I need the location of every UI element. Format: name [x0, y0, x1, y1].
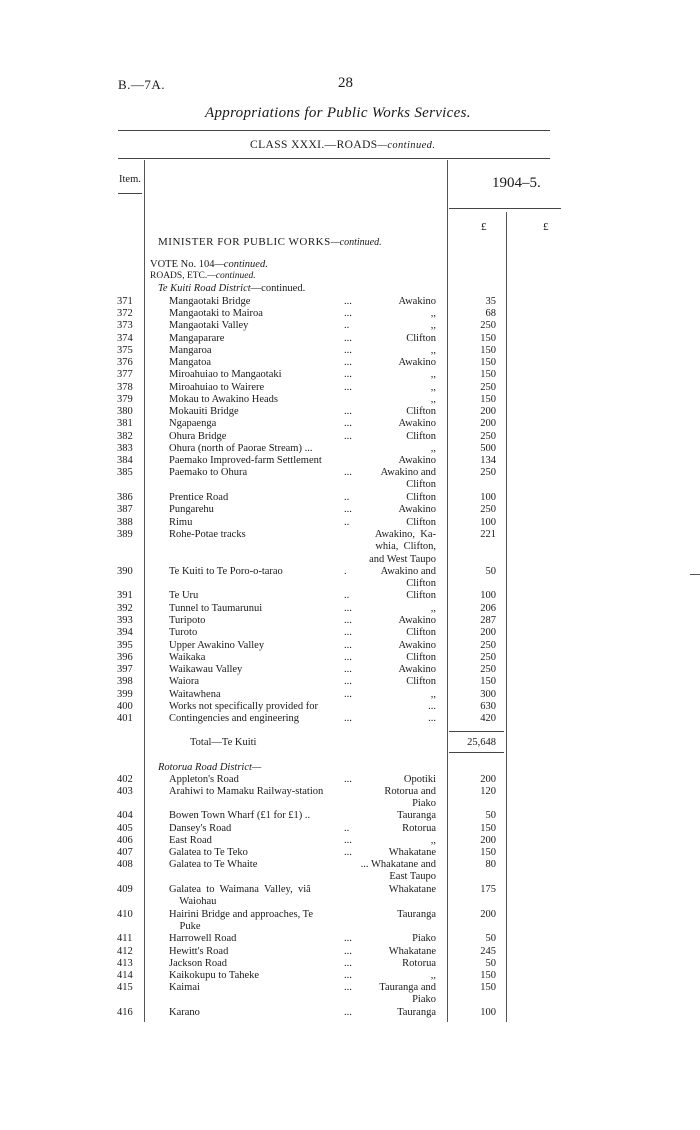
class-main: CLASS XXXI.—ROADS [250, 139, 378, 151]
leader-dots: .. [344, 492, 350, 503]
county-location: ,, [430, 382, 436, 393]
county-location: ,, [430, 308, 436, 319]
item-number: 413 [117, 958, 133, 969]
county-location: Awakino, Ka- whia, Clifton, and West Taupo [369, 529, 436, 565]
class-heading [250, 139, 435, 151]
county-location: Clifton [406, 492, 436, 503]
road-name: Mangaroa [169, 345, 212, 356]
leader-dots: ... [344, 933, 352, 944]
item-number: 382 [117, 431, 133, 442]
county-location: ,, [430, 345, 436, 356]
total-rule-top [449, 731, 504, 732]
amount: 120 [480, 786, 496, 797]
county-location: Whakatane [388, 847, 436, 858]
amount: 50 [485, 958, 496, 969]
item-number: 406 [117, 835, 133, 846]
county-location: Clifton [406, 652, 436, 663]
item-number: 411 [117, 933, 133, 944]
item-header-rule [118, 193, 142, 194]
road-name: Bowen Town Wharf (£1 for £1) .. [169, 810, 311, 821]
county-location: Clifton [406, 406, 436, 417]
item-number: 378 [117, 382, 133, 393]
item-number: 408 [117, 859, 133, 870]
road-name: Hairini Bridge and approaches, Te Puke [169, 909, 313, 933]
county-location: Clifton [406, 517, 436, 528]
amount: 150 [480, 345, 496, 356]
item-number: 391 [117, 590, 133, 601]
county-location: Awakino and Clifton [380, 566, 436, 590]
item-number: 403 [117, 786, 133, 797]
amount: 150 [480, 369, 496, 380]
item-number: 407 [117, 847, 133, 858]
item-number: 402 [117, 774, 133, 785]
road-name: Paemako Improved-farm Settlement [169, 455, 322, 466]
item-number: 373 [117, 320, 133, 331]
road-name: Rimu [169, 517, 193, 528]
county-location: Clifton [406, 676, 436, 687]
leader-dots: ... [344, 970, 352, 981]
item-number: 398 [117, 676, 133, 687]
item-number: 405 [117, 823, 133, 834]
vote-continued: —continued. [214, 259, 268, 270]
item-number: 395 [117, 640, 133, 651]
item-number: 397 [117, 664, 133, 675]
amount: 35 [485, 296, 496, 307]
county-location: Rotorua [402, 958, 436, 969]
amount: 50 [485, 810, 496, 821]
total-amount: 25,648 [467, 737, 496, 748]
item-number: 388 [117, 517, 133, 528]
road-name: Mangaotaki Valley [169, 320, 249, 331]
county-location: Awakino [398, 640, 436, 651]
county-location: Tauranga [397, 1007, 436, 1018]
amount: 250 [480, 504, 496, 515]
item-number: 371 [117, 296, 133, 307]
road-name: Waiora [169, 676, 200, 687]
leader-dots: .. [344, 320, 350, 331]
county-location: Clifton [406, 431, 436, 442]
road-name: Appleton's Road [169, 774, 239, 785]
item-number: 390 [117, 566, 133, 577]
road-name: Karano [169, 1007, 200, 1018]
road-name: Waitawhena [169, 689, 221, 700]
leader-dots: ... [344, 664, 352, 675]
county-location: Awakino [398, 615, 436, 626]
county-location: Awakino [398, 455, 436, 466]
pound-symbol-col1: £ [481, 221, 487, 233]
county-location: Rotorua and Piako [384, 786, 436, 810]
road-name: Prentice Road [169, 492, 229, 503]
leader-dots: ... [344, 958, 352, 969]
amount: 200 [480, 627, 496, 638]
district-heading [158, 283, 305, 294]
item-number: 389 [117, 529, 133, 540]
amount: 150 [480, 970, 496, 981]
item-number: 400 [117, 701, 133, 712]
leader-dots: ... [344, 406, 352, 417]
amount: 200 [480, 835, 496, 846]
county-location: Tauranga and Piako [379, 982, 436, 1006]
leader-dots: ... [344, 418, 352, 429]
road-name: Miroahuiao to Wairere [169, 382, 265, 393]
minister-continued: —continued. [330, 237, 382, 248]
item-number: 372 [117, 308, 133, 319]
leader-dots: . [344, 566, 347, 577]
item-column-divider [144, 160, 145, 1022]
leader-dots: .. [344, 517, 350, 528]
amount: 250 [480, 652, 496, 663]
county-location: Awakino [398, 664, 436, 675]
amount: 420 [480, 713, 496, 724]
county-location: Rotorua [402, 823, 436, 834]
total-label: Total—Te Kuiti [190, 737, 257, 748]
roads-heading [150, 271, 256, 281]
road-name: Mokauiti Bridge [169, 406, 239, 417]
leader-dots: ... [344, 689, 352, 700]
road-name: Galatea to Waimana Valley, viâ Waiohau [169, 884, 311, 908]
county-location: Awakino [398, 418, 436, 429]
amount: 150 [480, 357, 496, 368]
year-column-header: 1904–5. [492, 175, 541, 191]
leader-dots: ... [344, 982, 352, 993]
amount: 500 [480, 443, 496, 454]
road-name: Mangaotaki Bridge [169, 296, 251, 307]
county-location: ... [428, 713, 436, 724]
leader-dots: ... [344, 296, 352, 307]
leader-dots: ... [344, 504, 352, 515]
county-location: Opotiki [403, 774, 436, 785]
amount: 200 [480, 406, 496, 417]
county-location: Awakino [398, 296, 436, 307]
amount: 200 [480, 418, 496, 429]
road-name: Ohura Bridge [169, 431, 227, 442]
item-number: 412 [117, 946, 133, 957]
amount: 80 [485, 859, 496, 870]
amount: 287 [480, 615, 496, 626]
amount: 150 [480, 394, 496, 405]
item-number: 399 [117, 689, 133, 700]
road-name: Galatea to Te Teko [169, 847, 248, 858]
amount: 150 [480, 823, 496, 834]
road-name: East Road [169, 835, 212, 846]
item-number: 416 [117, 1007, 133, 1018]
margin-mark [690, 574, 700, 575]
amount: 630 [480, 701, 496, 712]
leader-dots: ... [344, 640, 352, 651]
minister-heading [158, 236, 382, 248]
road-name: Harrowell Road [169, 933, 237, 944]
leader-dots: ... [344, 627, 352, 638]
amount: 100 [480, 1007, 496, 1018]
rule-class [118, 158, 550, 159]
leader-dots: .. [344, 590, 350, 601]
county-location: ,, [430, 320, 436, 331]
district-continued: —continued. [250, 283, 306, 294]
item-number: 401 [117, 713, 133, 724]
road-name: Mokau to Awakino Heads [169, 394, 278, 405]
leader-dots: ... [344, 713, 352, 724]
county-location: ,, [430, 970, 436, 981]
road-name: Works not specifically provided for [169, 701, 319, 712]
county-location: ,, [430, 603, 436, 614]
item-number: 414 [117, 970, 133, 981]
class-continued: —continued. [377, 140, 436, 151]
road-name: Jackson Road [169, 958, 228, 969]
leader-dots: ... [344, 382, 352, 393]
county-location: Awakino and Clifton [380, 467, 436, 491]
item-number: 404 [117, 810, 133, 821]
leader-dots: ... [344, 369, 352, 380]
rule-top [118, 130, 550, 131]
item-number: 377 [117, 369, 133, 380]
roads-continued: —continued. [207, 271, 256, 281]
minister-title: MINISTER FOR PUBLIC WORKS [158, 236, 331, 248]
item-number: 376 [117, 357, 133, 368]
amount: 245 [480, 946, 496, 957]
amount: 175 [480, 884, 496, 895]
amount: 100 [480, 492, 496, 503]
page-number: 28 [338, 75, 353, 91]
amount-column-divider-mid [506, 212, 507, 1022]
amount: 134 [480, 455, 496, 466]
district-name: Te Kuiti Road District [158, 283, 251, 294]
item-number: 374 [117, 333, 133, 344]
county-location: ... Whakatane and East Taupo [360, 859, 436, 883]
road-name: Turoto [169, 627, 198, 638]
amount: 250 [480, 640, 496, 651]
amount: 221 [480, 529, 496, 540]
road-name: Turipoto [169, 615, 206, 626]
item-column-header: Item. [119, 174, 141, 185]
leader-dots: ... [344, 774, 352, 785]
road-name: Waikaka [169, 652, 206, 663]
county-location: ,, [430, 689, 436, 700]
rotorua-district-heading: Rotorua Road District— [158, 762, 262, 773]
road-name: Upper Awakino Valley [169, 640, 265, 651]
leader-dots: ... [344, 676, 352, 687]
road-name: Galatea to Te Whaite [169, 859, 258, 870]
county-location: ... [428, 701, 436, 712]
leader-dots: ... [344, 835, 352, 846]
item-number: 385 [117, 467, 133, 478]
leader-dots: ... [344, 946, 352, 957]
year-header-rule [449, 208, 561, 209]
item-number: 393 [117, 615, 133, 626]
pound-symbol-col2: £ [543, 221, 549, 233]
amount: 250 [480, 431, 496, 442]
amount: 250 [480, 467, 496, 478]
road-name: Mangaparare [169, 333, 225, 344]
amount-column-divider-left [447, 160, 448, 1022]
county-location: Whakatane [388, 884, 436, 895]
item-number: 392 [117, 603, 133, 614]
road-name: Tunnel to Taumarunui [169, 603, 263, 614]
county-location: Awakino [398, 504, 436, 515]
leader-dots: ... [344, 1007, 352, 1018]
amount: 100 [480, 517, 496, 528]
amount: 250 [480, 382, 496, 393]
item-number: 387 [117, 504, 133, 515]
road-name: Ngapaenga [169, 418, 217, 429]
amount: 150 [480, 982, 496, 993]
road-name: Hewitt's Road [169, 946, 229, 957]
county-location: ,, [430, 443, 436, 454]
road-name: Arahiwi to Mamaku Railway-station [169, 786, 324, 797]
item-number: 380 [117, 406, 133, 417]
item-number: 410 [117, 909, 133, 920]
leader-dots: ... [344, 308, 352, 319]
leader-dots: ... [344, 847, 352, 858]
county-location: Piako [412, 933, 436, 944]
amount: 300 [480, 689, 496, 700]
item-number: 386 [117, 492, 133, 503]
amount: 200 [480, 774, 496, 785]
leader-dots: ... [344, 345, 352, 356]
county-location: Clifton [406, 590, 436, 601]
item-number: 375 [117, 345, 133, 356]
county-location: Clifton [406, 333, 436, 344]
county-location: Whakatane [388, 946, 436, 957]
item-number: 415 [117, 982, 133, 993]
amount: 100 [480, 590, 496, 601]
road-name: Te Uru [169, 590, 199, 601]
road-name: Contingencies and engineering [169, 713, 300, 724]
county-location: Tauranga [397, 810, 436, 821]
road-name: Kaimai [169, 982, 200, 993]
road-name: Kaikokupu to Taheke [169, 970, 260, 981]
leader-dots: ... [344, 467, 352, 478]
road-name: Mangaotaki to Mairoa [169, 308, 263, 319]
leader-dots: ... [344, 603, 352, 614]
roads-label: ROADS, ETC. [150, 271, 208, 281]
road-name: Paemako to Ohura [169, 467, 248, 478]
amount: 206 [480, 603, 496, 614]
amount: 250 [480, 320, 496, 331]
road-name: Pungarehu [169, 504, 214, 515]
leader-dots: ... [344, 333, 352, 344]
leader-dots: .. [344, 823, 350, 834]
vote-heading [150, 259, 268, 270]
county-location: Clifton [406, 627, 436, 638]
county-location: Tauranga [397, 909, 436, 920]
amount: 50 [485, 933, 496, 944]
amount: 50 [485, 566, 496, 577]
amount: 250 [480, 664, 496, 675]
vote-number: VOTE No. 104 [150, 259, 215, 270]
amount: 150 [480, 676, 496, 687]
item-number: 379 [117, 394, 133, 405]
item-number: 384 [117, 455, 133, 466]
county-location: Awakino [398, 357, 436, 368]
amount: 150 [480, 333, 496, 344]
leader-dots: ... [344, 615, 352, 626]
item-number: 383 [117, 443, 133, 454]
road-name: Mangatoa [169, 357, 211, 368]
road-name: Dansey's Road [169, 823, 232, 834]
road-name: Te Kuiti to Te Poro-o-tarao [169, 566, 283, 577]
item-number: 394 [117, 627, 133, 638]
amount: 68 [485, 308, 496, 319]
county-location: ,, [430, 394, 436, 405]
leader-dots: ... [344, 431, 352, 442]
county-location: ,, [430, 835, 436, 846]
amount: 200 [480, 909, 496, 920]
leader-dots: ... [344, 357, 352, 368]
item-number: 381 [117, 418, 133, 429]
amount: 150 [480, 847, 496, 858]
county-location: ,, [430, 369, 436, 380]
total-rule-bottom [449, 752, 504, 753]
road-name: Ohura (north of Paorae Stream) ... [169, 443, 313, 454]
road-name: Rohe-Potae tracks [169, 529, 246, 540]
road-name: Waikawau Valley [169, 664, 243, 675]
road-name: Miroahuiao to Mangaotaki [169, 369, 282, 380]
item-number: 396 [117, 652, 133, 663]
page-title: Appropriations for Public Works Services. [205, 105, 471, 121]
leader-dots: ... [344, 652, 352, 663]
document-reference: B.—7A. [118, 77, 166, 92]
item-number: 409 [117, 884, 133, 895]
